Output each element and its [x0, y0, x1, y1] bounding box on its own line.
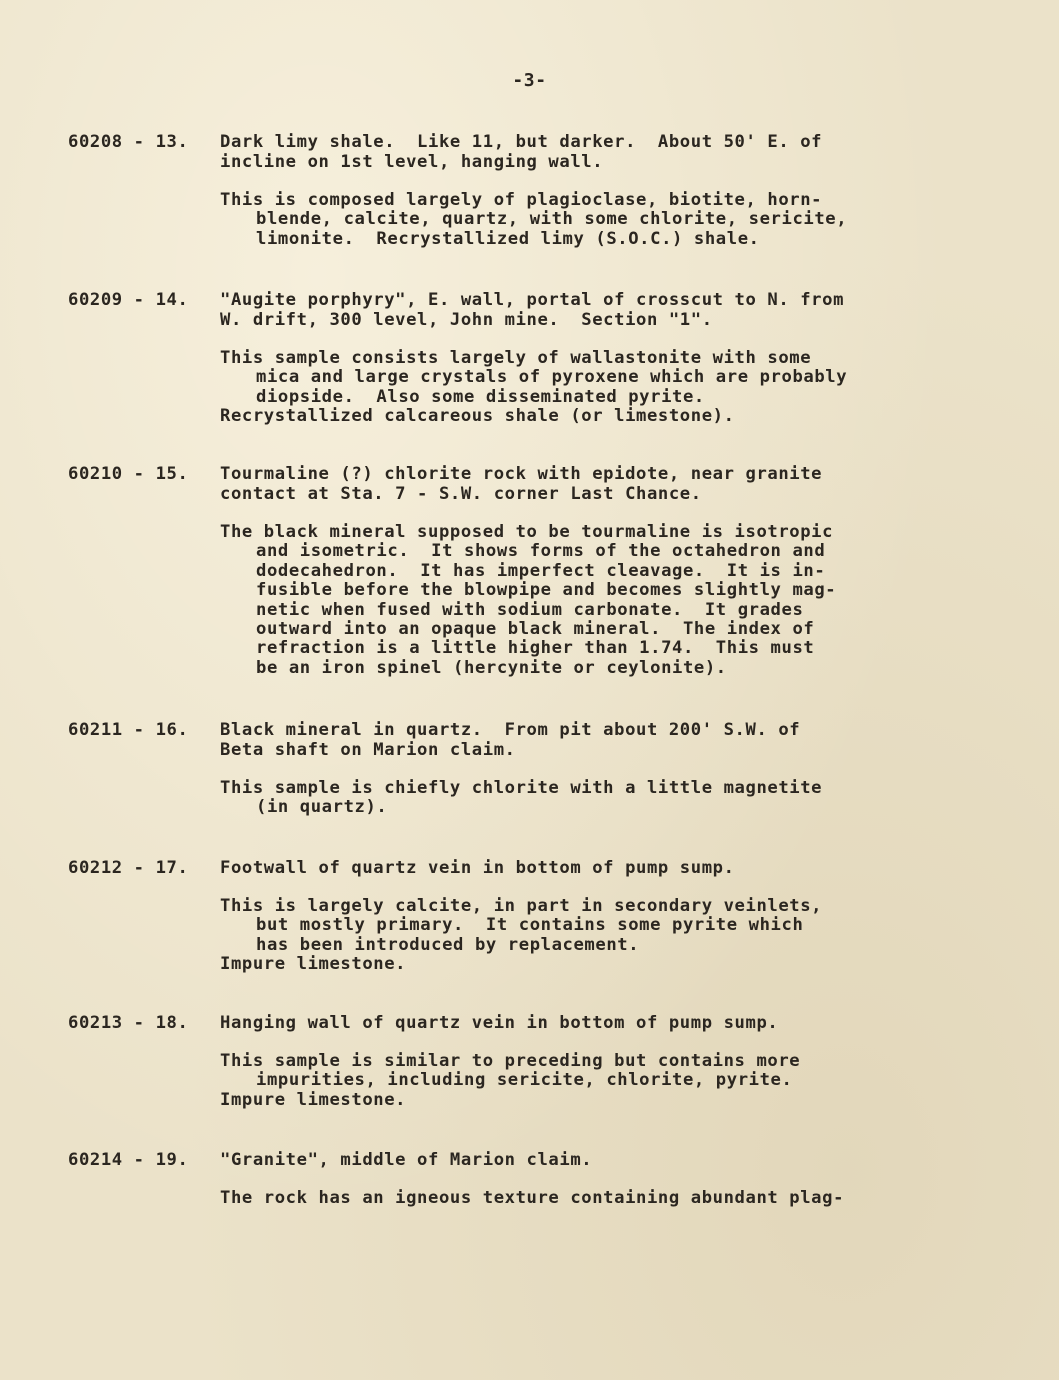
description-indented [220, 542, 908, 678]
sample-description [220, 349, 908, 427]
sample-description [220, 1189, 908, 1208]
sample-id: 60213 - 18. [68, 1013, 189, 1033]
sample-entry [68, 1013, 908, 1110]
sample-entry [68, 132, 908, 249]
entry-head [68, 1150, 908, 1170]
description-indented [220, 916, 908, 955]
entry-head [68, 290, 908, 330]
description-line: netic when fused with sodium carbonate. It grades [256, 599, 804, 620]
sample-description [220, 523, 908, 678]
entry-head [68, 858, 908, 878]
location-line: W. drift, 300 level, John mine. Section "1". [220, 310, 713, 330]
sample-id: 60214 - 19. [68, 1150, 189, 1170]
location-line: Beta shaft on Marion claim. [220, 740, 516, 760]
description-line: but mostly primary. It contains some pyrite which [256, 915, 804, 936]
sample-entry [68, 464, 908, 678]
description-indented [220, 368, 908, 407]
description-line: dodecahedron. It has imperfect cleavage. It is in- [256, 560, 826, 581]
description-line: diopside. Also some disseminated pyrite. [256, 386, 705, 407]
sample-id: 60212 - 17. [68, 858, 189, 878]
description-line: be an iron spinel (hercynite or ceylonite). [256, 657, 727, 678]
description-line: This sample is chiefly chlorite with a little magnetite [220, 778, 823, 798]
description-line: mica and large crystals of pyroxene which are probably [256, 367, 848, 388]
description-line: The rock has an igneous texture containing abundant plag- [220, 1188, 845, 1208]
sample-entry [68, 1150, 908, 1208]
entry-head [68, 132, 908, 172]
location-line: Tourmaline (?) chlorite rock with epidote, near granite [220, 464, 823, 484]
description-line: has been introduced by replacement. [256, 934, 640, 955]
description-line: blende, calcite, quartz, with some chlorite, sericite, [256, 209, 848, 230]
description-line: Recrystallized calcareous shale (or limestone). [220, 406, 735, 427]
location-line: Black mineral in quartz. From pit about 200' S.W. of [220, 720, 801, 740]
location-line: contact at Sta. 7 - S.W. corner Last Chance. [220, 484, 702, 504]
description-line: (in quartz). [256, 797, 388, 818]
location-line: Dark limy shale. Like 11, but darker. About 50' E. of [220, 132, 823, 152]
sample-location [220, 720, 908, 760]
sample-description [220, 897, 908, 975]
location-line: "Granite", middle of Marion claim. [220, 1150, 593, 1170]
description-line: impurities, including sericite, chlorite, pyrite. [256, 1070, 793, 1091]
sample-id: 60210 - 15. [68, 464, 189, 484]
description-indented [220, 1071, 908, 1090]
location-line: "Augite porphyry", E. wall, portal of crosscut to N. from [220, 290, 845, 310]
sample-location [220, 1150, 908, 1170]
description-line: and isometric. It shows forms of the octahedron and [256, 541, 826, 562]
description-line: Impure limestone. [220, 954, 407, 975]
sample-id: 60209 - 14. [68, 290, 189, 310]
description-line: limonite. Recrystallized limy (S.O.C.) shale. [256, 228, 760, 249]
description-indented [220, 210, 908, 249]
entry-head [68, 1013, 908, 1033]
page-number: -3- [512, 70, 547, 91]
location-line: Footwall of quartz vein in bottom of pump sump. [220, 858, 735, 878]
sample-location [220, 858, 908, 878]
sample-entry [68, 720, 908, 818]
sample-id: 60208 - 13. [68, 132, 189, 152]
description-line: fusible before the blowpipe and becomes slightly mag- [256, 580, 837, 601]
sample-description [220, 779, 908, 818]
description-line: This is composed largely of plagioclase, biotite, horn- [220, 190, 823, 210]
description-line: This sample consists largely of wallastonite with some [220, 348, 812, 368]
description-line: This is largely calcite, in part in secondary veinlets, [220, 896, 823, 916]
description-line: This sample is similar to preceding but contains more [220, 1051, 801, 1071]
sample-location [220, 464, 908, 504]
sample-description [220, 191, 908, 249]
sample-id: 60211 - 16. [68, 720, 189, 740]
location-line: incline on 1st level, hanging wall. [220, 152, 604, 172]
sample-location [220, 132, 908, 172]
description-line: Impure limestone. [220, 1089, 407, 1110]
entry-head [68, 464, 908, 504]
sample-entry [68, 858, 908, 975]
description-line: The black mineral supposed to be tourmaline is isotropic [220, 522, 834, 542]
sample-entry [68, 290, 908, 427]
sample-description [220, 1052, 908, 1110]
description-indented [220, 798, 908, 817]
sample-location [220, 290, 908, 330]
description-line: outward into an opaque black mineral. The index of [256, 619, 815, 640]
entry-head [68, 720, 908, 760]
sample-location [220, 1013, 908, 1033]
location-line: Hanging wall of quartz vein in bottom of pump sump. [220, 1013, 779, 1033]
description-line: refraction is a little higher than 1.74. This must [256, 638, 815, 659]
